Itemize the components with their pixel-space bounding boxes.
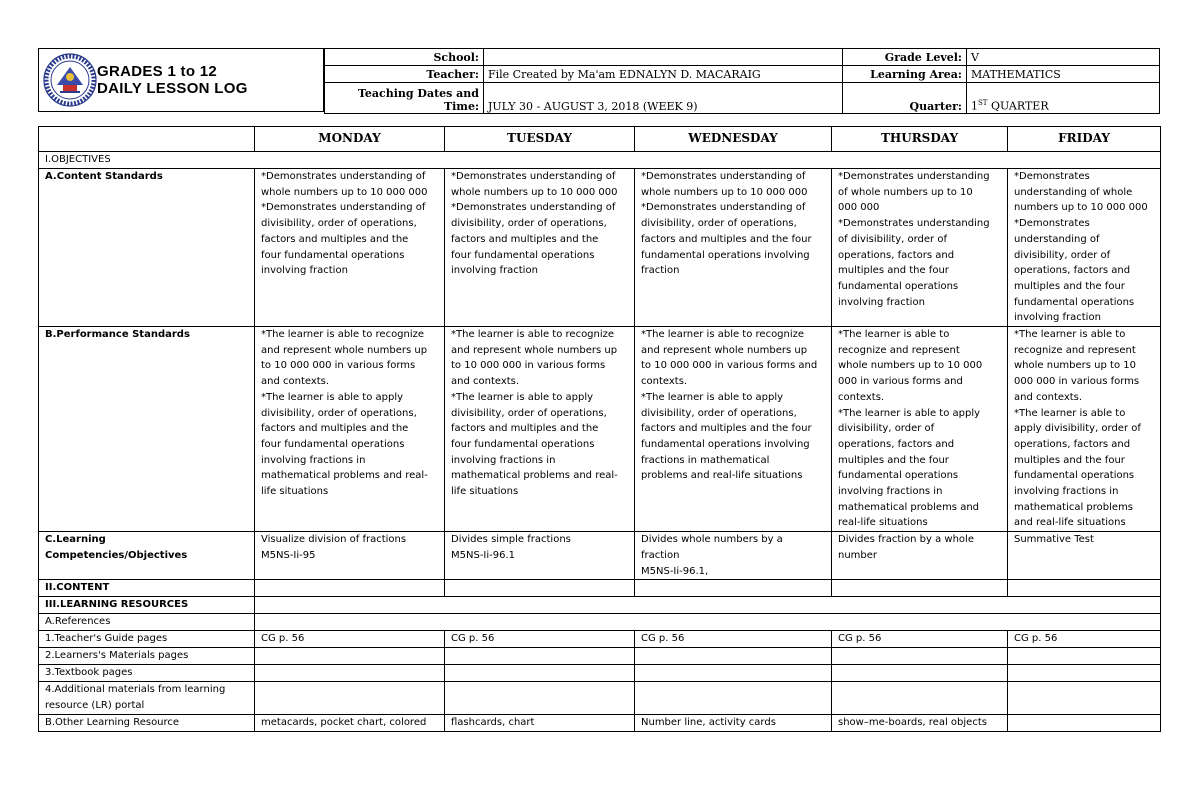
cell-text-line: real-life situations: [838, 517, 928, 529]
cell-text-line: mathematical problems: [1014, 501, 1134, 513]
cell-text-line: fundamental operations involving: [641, 438, 810, 450]
cell-text-line: factors and multiples and the: [451, 233, 599, 245]
cell-competencies[interactable]: [1008, 532, 1161, 580]
cell-text-line: divisibility, order of: [838, 423, 935, 435]
cell-text-line: multiples and the four: [838, 454, 949, 466]
cell-text-line: four fundamental operations: [261, 438, 405, 450]
cell-text-line: to 10 000 000 in various forms: [451, 360, 606, 372]
section-objectives: I.OBJECTIVES: [39, 152, 1161, 169]
cell-text-line: multiples and the four: [838, 265, 949, 277]
cell-performance-standards[interactable]: [635, 327, 832, 532]
day-header-wednesday: WEDNESDAY: [635, 127, 832, 152]
cell-text-line: *Demonstrates understanding of: [641, 202, 806, 214]
cell-other-resources[interactable]: metacards, pocket chart, colored: [255, 714, 445, 731]
cell-text-line: operations, factors and: [838, 249, 955, 261]
cell-learners-materials[interactable]: [255, 648, 445, 665]
quarter-suffix: ST: [978, 99, 988, 108]
cell-textbook[interactable]: [635, 665, 832, 682]
cell-text-line: recognize and represent: [838, 344, 960, 356]
cell-additional-materials[interactable]: [1008, 682, 1161, 714]
cell-text-line: factors and multiples and the: [261, 423, 409, 435]
cell-text-line: understanding of whole: [1014, 186, 1133, 198]
cell-text-line: divisibility, order of operations,: [261, 218, 417, 230]
cell-text-line: *Demonstrates understanding of: [451, 202, 616, 214]
cell-text-line: life situations: [261, 486, 329, 498]
cell-text-line: to 10 000 000 in various forms: [261, 360, 416, 372]
cell-text-line: divisibility, order of operations,: [261, 407, 417, 419]
cell-learners-materials[interactable]: [635, 648, 832, 665]
cell-text-line: of divisibility, order of: [838, 233, 947, 245]
teaching-dates-field[interactable]: JULY 30 - AUGUST 3, 2018 (WEEK 9): [484, 83, 843, 114]
cell-text-line: fraction: [641, 549, 680, 561]
grade-level-field[interactable]: V: [967, 49, 1160, 66]
cell-text-line: multiples and the four: [1014, 280, 1125, 292]
cell-text-line: and contexts.: [451, 376, 520, 388]
cell-text-line: apply divisibility, order of: [1014, 423, 1141, 435]
cell-content-standards[interactable]: [1008, 169, 1161, 327]
cell-text-line: *The learner is able to recognize: [641, 329, 805, 341]
teacher-label: Teacher:: [325, 66, 484, 83]
quarter-field[interactable]: [967, 83, 1160, 114]
cell-text-line: four fundamental operations: [261, 249, 405, 261]
cell-text-line: fundamental operations: [838, 280, 959, 292]
title-line-2: DAILY LESSON LOG: [97, 80, 248, 97]
cell-text-line: *The learner is able to recognize: [451, 329, 615, 341]
cell-content[interactable]: [635, 580, 832, 597]
cell-content[interactable]: [445, 580, 635, 597]
cell-content-standards[interactable]: [445, 169, 635, 327]
cell-text-line: *The learner is able to apply: [451, 391, 594, 403]
cell-text-line: factors and multiples and the four: [641, 233, 812, 245]
cell-text-line: M5NS-Ii-95: [261, 549, 316, 561]
row-label-additional-materials: [39, 682, 255, 714]
grade-level-label: Grade Level:: [843, 49, 967, 66]
cell-text-line: divisibility, order of operations,: [451, 407, 607, 419]
lesson-info-table: [324, 48, 1160, 114]
cell-content[interactable]: [255, 580, 445, 597]
cell-text-line: *Demonstrates understanding: [838, 218, 990, 230]
cell-text-line: whole numbers up to 10 000: [838, 360, 983, 372]
cell-text-line: involving fractions in: [838, 486, 943, 498]
cell-performance-standards[interactable]: [255, 327, 445, 532]
day-header-tuesday: TUESDAY: [445, 127, 635, 152]
cell-learning-resources[interactable]: [255, 597, 1161, 614]
cell-text-line: *Demonstrates understanding of: [641, 171, 806, 182]
cell-text-line: involving fraction: [838, 296, 925, 308]
teaching-dates-label-line-1: Teaching Dates and: [357, 87, 479, 100]
row-label-other-resources: B.Other Learning Resource: [39, 714, 255, 731]
cell-text-line: factors and multiples and the: [261, 233, 409, 245]
quarter-word: QUARTER: [987, 100, 1049, 113]
cell-text-line: involving fractions in: [451, 454, 556, 466]
title-line-1: GRADES 1 to 12: [97, 63, 218, 80]
corner-cell: [39, 127, 255, 152]
cell-text-line: *The learner is able to recognize: [261, 329, 425, 341]
cell-teachers-guide[interactable]: CG p. 56: [445, 631, 635, 648]
cell-additional-materials[interactable]: [445, 682, 635, 714]
cell-text-line: Divides fraction by a whole: [838, 534, 974, 546]
cell-additional-materials[interactable]: [832, 682, 1008, 714]
cell-text-line: *The learner is able to apply: [838, 407, 981, 419]
cell-text-line: *The learner is able to apply: [261, 391, 404, 403]
document-title: [97, 63, 248, 97]
cell-text-line: divisibility, order of: [1014, 249, 1111, 261]
cell-text-line: to 10 000 000 in various forms and: [641, 360, 818, 372]
cell-text-line: *The learner is able to: [1014, 329, 1126, 341]
cell-text-line: *Demonstrates understanding of: [261, 171, 426, 182]
cell-text-line: and contexts.: [1014, 391, 1083, 403]
cell-other-resources[interactable]: flashcards, chart: [445, 714, 635, 731]
cell-text-line: involving fraction: [451, 265, 538, 277]
cell-textbook[interactable]: [832, 665, 1008, 682]
cell-text-line: whole numbers up to 10: [1014, 360, 1136, 372]
cell-text-line: numbers up to 10 000 000: [1014, 202, 1148, 214]
cell-text-line: fundamental operations: [838, 470, 959, 482]
cell-other-resources[interactable]: [1008, 714, 1161, 731]
cell-text-line: factors and multiples and the four: [641, 423, 812, 435]
cell-text-line: *The learner is able to: [838, 329, 950, 341]
cell-performance-standards[interactable]: [832, 327, 1008, 532]
cell-learners-materials[interactable]: [1008, 648, 1161, 665]
cell-text-line: *Demonstrates understanding of: [261, 202, 426, 214]
day-header-thursday: THURSDAY: [832, 127, 1008, 152]
cell-text-line: life situations: [451, 486, 519, 498]
cell-text-line: 000 in various forms and: [838, 376, 963, 388]
cell-text-line: four fundamental operations: [451, 438, 595, 450]
cell-competencies[interactable]: [445, 532, 635, 580]
cell-text-line: Visualize division of fractions: [261, 534, 407, 546]
additional-materials-line-2: resource (LR) portal: [45, 699, 145, 711]
school-field[interactable]: [484, 49, 843, 66]
school-label: School:: [325, 49, 484, 66]
learning-area-label: Learning Area:: [843, 66, 967, 83]
row-label-learners-materials: 2.Learners's Materials pages: [39, 648, 255, 665]
cell-content-standards[interactable]: [255, 169, 445, 327]
cell-text-line: and represent whole numbers up: [641, 344, 808, 356]
cell-teachers-guide[interactable]: CG p. 56: [255, 631, 445, 648]
cell-text-line: recognize and represent: [1014, 344, 1136, 356]
cell-learners-materials[interactable]: [832, 648, 1008, 665]
cell-learners-materials[interactable]: [445, 648, 635, 665]
cell-text-line: whole numbers up to 10 000 000: [261, 186, 428, 198]
daily-lesson-table: [38, 126, 1161, 732]
cell-text-line: and represent whole numbers up: [451, 344, 618, 356]
cell-performance-standards[interactable]: [1008, 327, 1161, 532]
cell-text-line: factors and multiples and the: [451, 423, 599, 435]
cell-text-line: operations, factors and: [838, 438, 955, 450]
cell-teachers-guide[interactable]: CG p. 56: [1008, 631, 1161, 648]
cell-other-resources[interactable]: Number line, activity cards: [635, 714, 832, 731]
additional-materials-line-1: 4.Additional materials from learning: [45, 684, 226, 696]
cell-text-line: *Demonstrates understanding of: [451, 171, 616, 182]
cell-text-line: divisibility, order of operations,: [641, 407, 797, 419]
cell-textbook[interactable]: [255, 665, 445, 682]
cell-text-line: divisibility, order of operations,: [641, 218, 797, 230]
cell-competencies[interactable]: [635, 532, 832, 580]
cell-text-line: *Demonstrates: [1014, 171, 1090, 182]
teaching-dates-label-line-2: Time:: [443, 100, 479, 113]
cell-text-line: fraction: [641, 265, 680, 277]
row-label-performance-standards: B.Performance Standards: [39, 327, 255, 532]
cell-text-line: mathematical problems and: [838, 501, 980, 513]
cell-text-line: Summative Test: [1014, 534, 1094, 546]
cell-text-line: fundamental operations involving: [641, 249, 810, 261]
cell-text-line: whole numbers up to 10 000 000: [641, 186, 808, 198]
teacher-field[interactable]: File Created by Ma'am EDNALYN D. MACARAIG: [484, 66, 843, 83]
cell-text-line: problems and real-life situations: [641, 470, 803, 482]
cell-text-line: involving fractions in: [261, 454, 366, 466]
cell-text-line: *Demonstrates: [1014, 218, 1090, 230]
cell-content[interactable]: [1008, 580, 1161, 597]
cell-content[interactable]: [832, 580, 1008, 597]
cell-text-line: understanding of: [1014, 233, 1100, 245]
cell-text-line: involving fraction: [261, 265, 348, 277]
cell-text-line: and contexts.: [261, 376, 330, 388]
cell-text-line: Divides whole numbers by a: [641, 534, 783, 546]
cell-additional-materials[interactable]: [255, 682, 445, 714]
cell-text-line: multiples and the four: [1014, 454, 1125, 466]
cell-text-line: M5NS-Ii-96.1,: [641, 565, 709, 577]
row-label-references: A.References: [39, 614, 255, 631]
cell-text-line: *The learner is able to: [1014, 407, 1126, 419]
cell-textbook[interactable]: [1008, 665, 1161, 682]
cell-text-line: *The learner is able to apply: [641, 391, 784, 403]
cell-text-line: whole numbers up to 10 000 000: [451, 186, 618, 198]
document-header: [38, 48, 324, 112]
cell-text-line: divisibility, order of operations,: [451, 218, 607, 230]
cell-content-standards[interactable]: [635, 169, 832, 327]
cell-text-line: of whole numbers up to 10: [838, 186, 973, 198]
deped-seal-logo: [43, 53, 97, 107]
cell-other-resources[interactable]: show–me-boards, real objects: [832, 714, 1008, 731]
cell-text-line: Divides simple fractions: [451, 534, 571, 546]
cell-additional-materials[interactable]: [635, 682, 832, 714]
cell-teachers-guide[interactable]: CG p. 56: [832, 631, 1008, 648]
cell-text-line: 000 000 in various forms: [1014, 376, 1140, 388]
day-header-monday: MONDAY: [255, 127, 445, 152]
day-header-friday: FRIDAY: [1008, 127, 1161, 152]
cell-text-line: mathematical problems and real-: [261, 470, 428, 482]
cell-text-line: and represent whole numbers up: [261, 344, 428, 356]
cell-text-line: involving fraction: [1014, 312, 1101, 324]
cell-text-line: M5NS-Ii-96.1: [451, 549, 516, 561]
row-label-competencies: C.Learning Competencies/Objectives: [39, 532, 255, 580]
cell-teachers-guide[interactable]: CG p. 56: [635, 631, 832, 648]
row-label-learning-resources: III.LEARNING RESOURCES: [39, 597, 255, 614]
learning-area-field[interactable]: MATHEMATICS: [967, 66, 1160, 83]
quarter-number: 1: [971, 100, 978, 113]
cell-text-line: operations, factors and: [1014, 265, 1131, 277]
row-label-content: II.CONTENT: [39, 580, 255, 597]
cell-competencies[interactable]: [832, 532, 1008, 580]
teaching-dates-label: [325, 83, 484, 114]
cell-text-line: mathematical problems and real-: [451, 470, 618, 482]
cell-performance-standards[interactable]: [445, 327, 635, 532]
cell-text-line: contexts.: [641, 376, 688, 388]
cell-text-line: operations, factors and: [1014, 438, 1131, 450]
cell-text-line: four fundamental operations: [451, 249, 595, 261]
cell-text-line: contexts.: [838, 391, 885, 403]
cell-text-line: fractions in mathematical: [641, 454, 770, 466]
row-label-teachers-guide: 1.Teacher's Guide pages: [39, 631, 255, 648]
cell-content-standards[interactable]: [832, 169, 1008, 327]
row-label-textbook: 3.Textbook pages: [39, 665, 255, 682]
cell-text-line: involving fractions in: [1014, 486, 1119, 498]
quarter-label: Quarter:: [843, 83, 967, 114]
cell-references[interactable]: [255, 614, 1161, 631]
row-label-content-standards: A.Content Standards: [39, 169, 255, 327]
cell-text-line: *Demonstrates understanding: [838, 171, 990, 182]
cell-competencies[interactable]: [255, 532, 445, 580]
cell-text-line: fundamental operations: [1014, 470, 1135, 482]
cell-text-line: and real-life situations: [1014, 517, 1126, 529]
cell-text-line: 000 000: [838, 202, 880, 214]
cell-textbook[interactable]: [445, 665, 635, 682]
cell-text-line: fundamental operations: [1014, 296, 1135, 308]
cell-text-line: number: [838, 549, 878, 561]
